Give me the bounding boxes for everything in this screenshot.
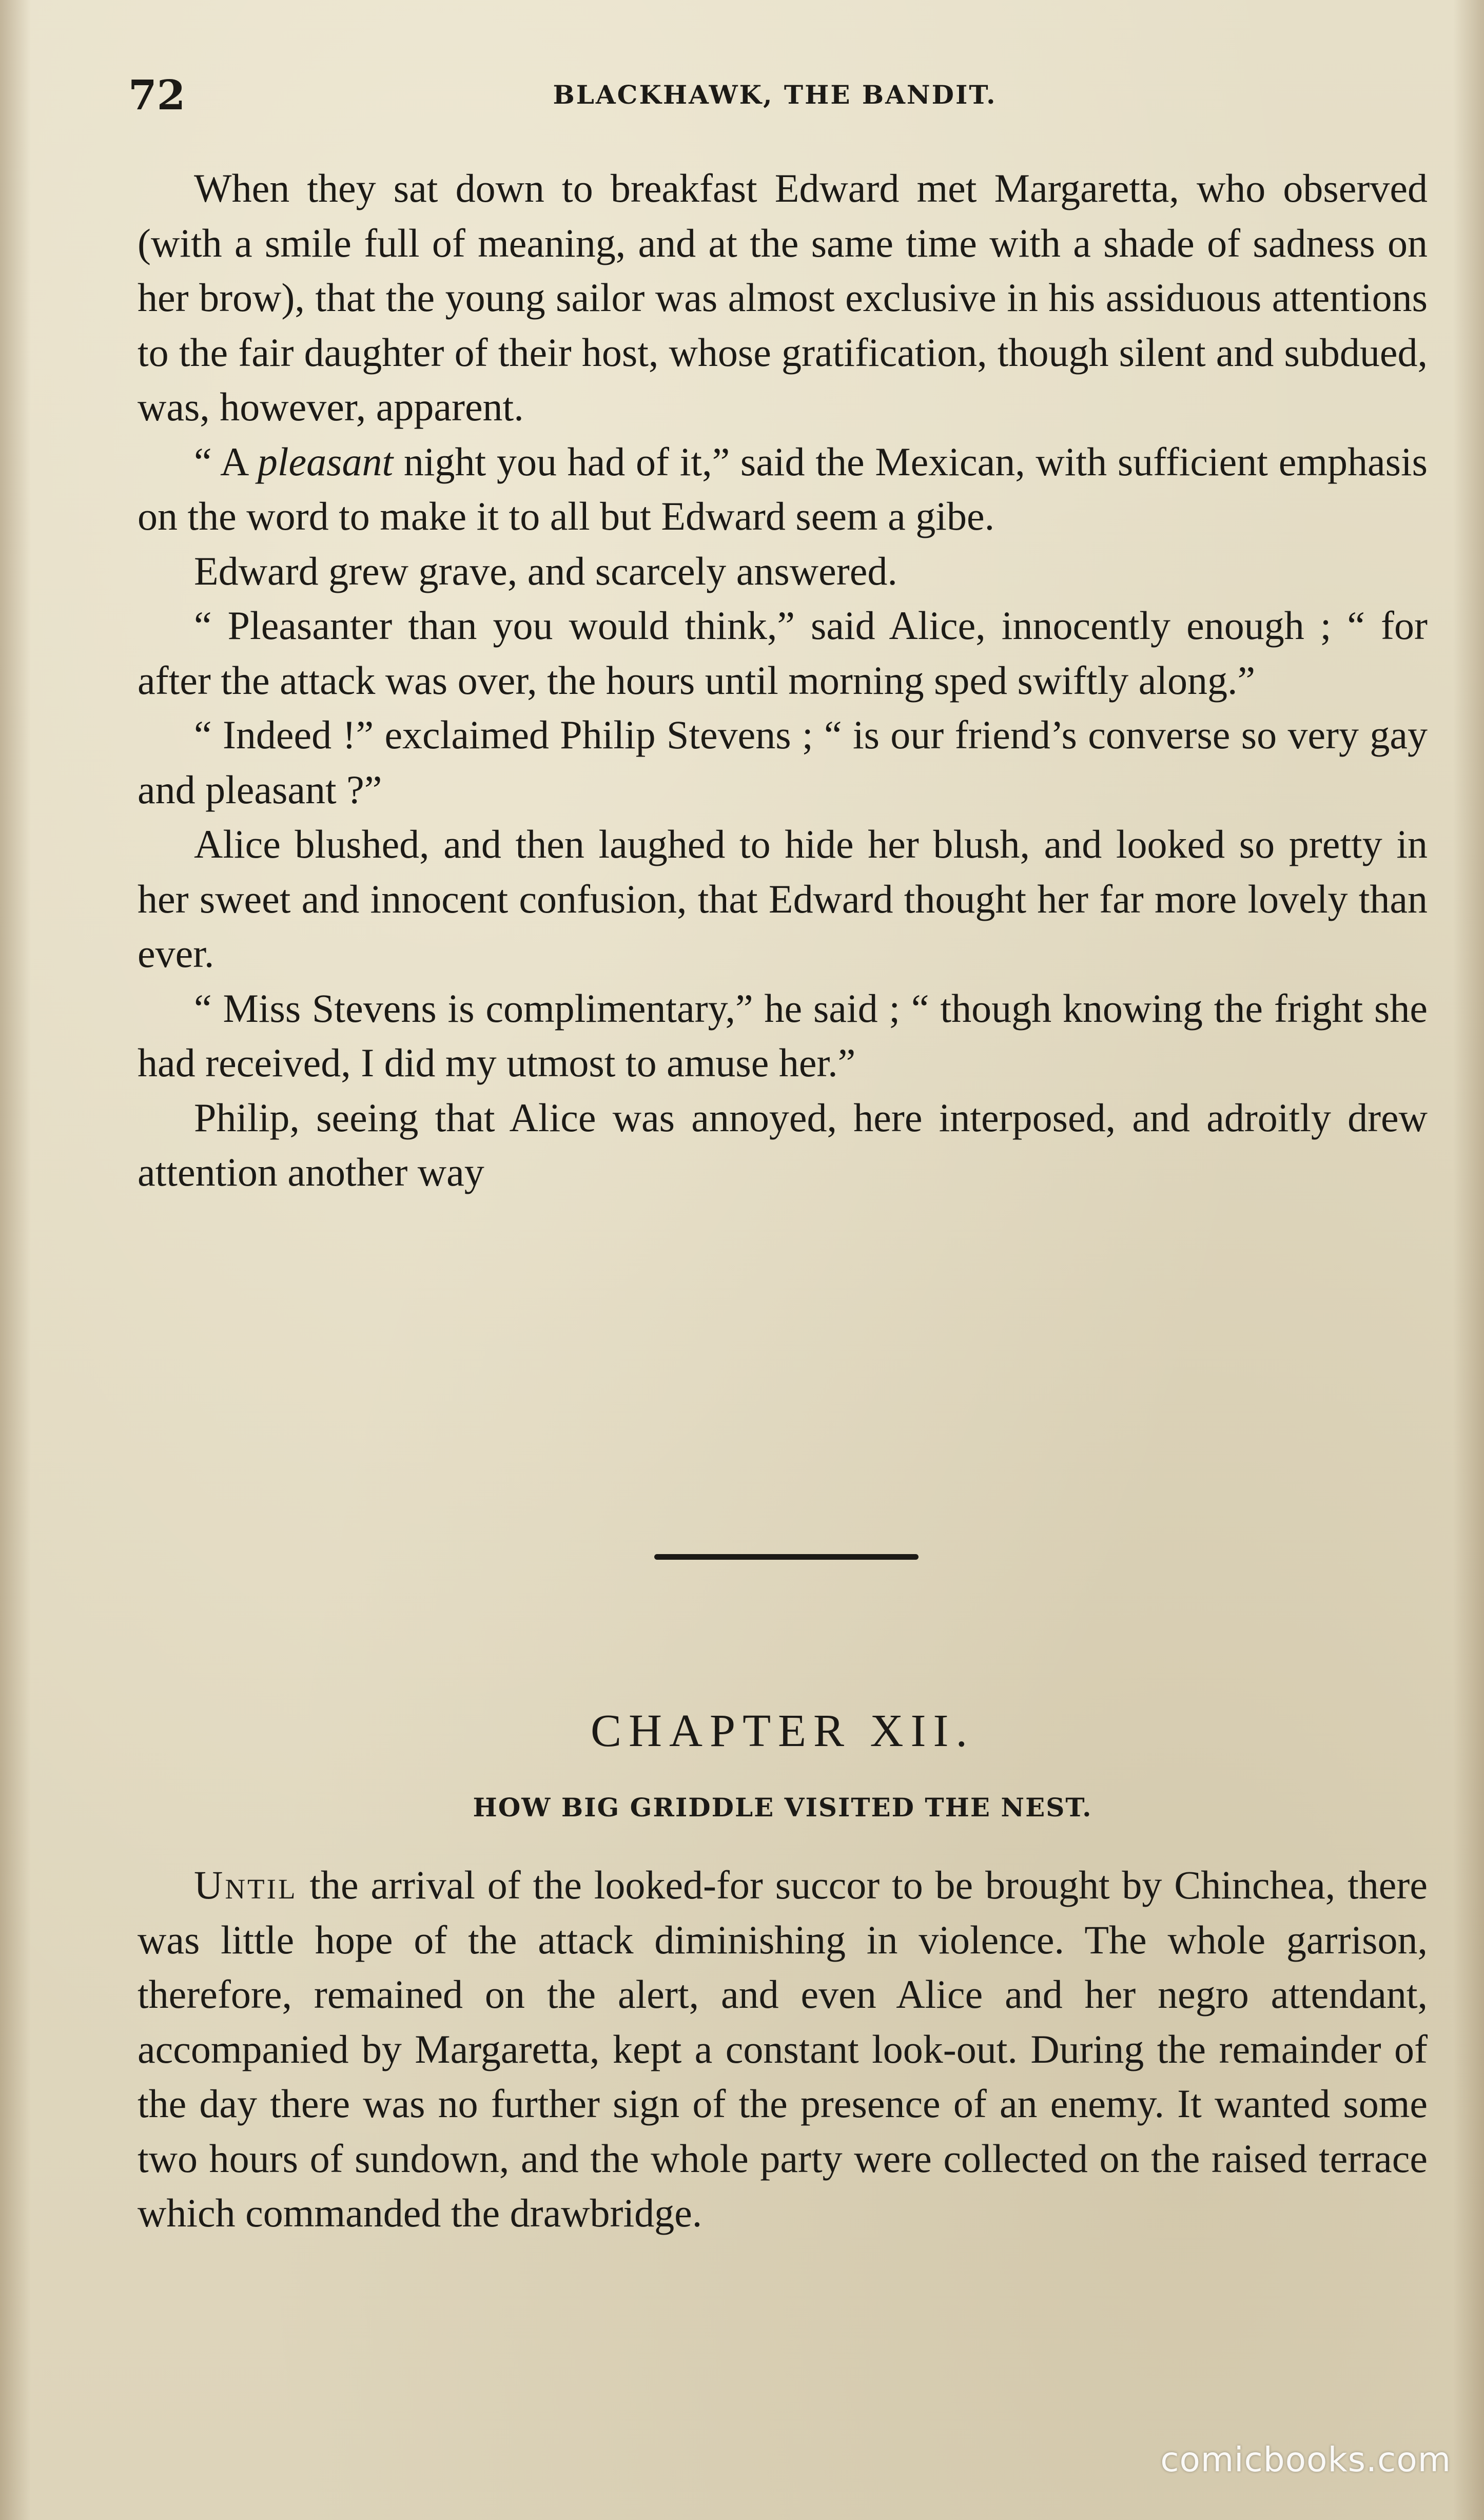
- site-watermark: comicbooks.com: [1160, 2440, 1451, 2479]
- paragraph: When they sat down to breakfast Edward met Margaretta, who observed (with a smile full of meaning, and at the same time with a shade of sadness on her brow), that the young sailor was almost exclusive in his assiduous attentions to the fair daughter of their host, whose gratification, though silent and subdued, was, however, apparent.: [138, 166, 1428, 429]
- paragraph: Philip, seeing that Alice was annoyed, here interposed, and adroitly drew attention another way: [138, 1095, 1428, 1194]
- chapter-title: CHAPTER XII.: [591, 1705, 974, 1756]
- running-title: BLACKHAWK, THE BANDIT.: [553, 80, 997, 110]
- chapter-opening-paragraph: [138, 1858, 1428, 2241]
- paragraph: “ Pleasanter than you would think,” said Alice, innocently enough ; “ for after the attack was over, the hours until morning sped swiftly along.”: [138, 603, 1428, 703]
- paragraph: “ Indeed !” exclaimed Philip Stevens ; “ is our friend’s converse so very gay and pleasant ?”: [138, 712, 1428, 812]
- paragraph-with-emphasis: “ A pleasant night you had of it,” said the Mexican, with sufficient emphasis on the word to make it to all but Edward seem a gibe.: [138, 439, 1428, 538]
- page-edge-shadow-right: [1453, 0, 1484, 2520]
- paragraph: Edward grew grave, and scarcely answered.: [194, 548, 897, 593]
- paragraph-rest: the arrival of the looked-for succor to be brought by Chinchea, there was little hope of the attack diminishing in violence. The whole garrison, therefore, remained on the alert, and even Alice and her negro attendant, accompanied by Margaretta, kept a constant look-out. During the remainder of the day there was no further sign of the presence of an enemy. It wanted some two hours of sundown, and the whole party were collected on the raised terrace which commanded the drawbridge.: [138, 1863, 1428, 2235]
- emphasis-word: pleasant: [257, 439, 394, 484]
- section-divider-rule: [654, 1554, 919, 1560]
- paragraph: Alice blushed, and then laughed to hide her blush, and looked so pretty in her sweet and innocent confusion, that Edward thought her far more lovely than ever.: [138, 822, 1428, 976]
- chapter-subtitle: HOW BIG GRIDDLE VISITED THE NEST.: [473, 1792, 1092, 1823]
- body-text-section-2: [138, 1858, 1428, 2241]
- paragraph: “ Miss Stevens is complimentary,” he said ; “ though knowing the fright she had received, I did my utmost to amuse her.”: [138, 985, 1428, 1085]
- drop-word: Until: [194, 1863, 298, 1907]
- page-edge-shadow-left: [0, 0, 31, 2520]
- running-head: [128, 72, 1421, 118]
- body-text-section-1: [138, 161, 1428, 1200]
- page-number: 72: [128, 71, 186, 119]
